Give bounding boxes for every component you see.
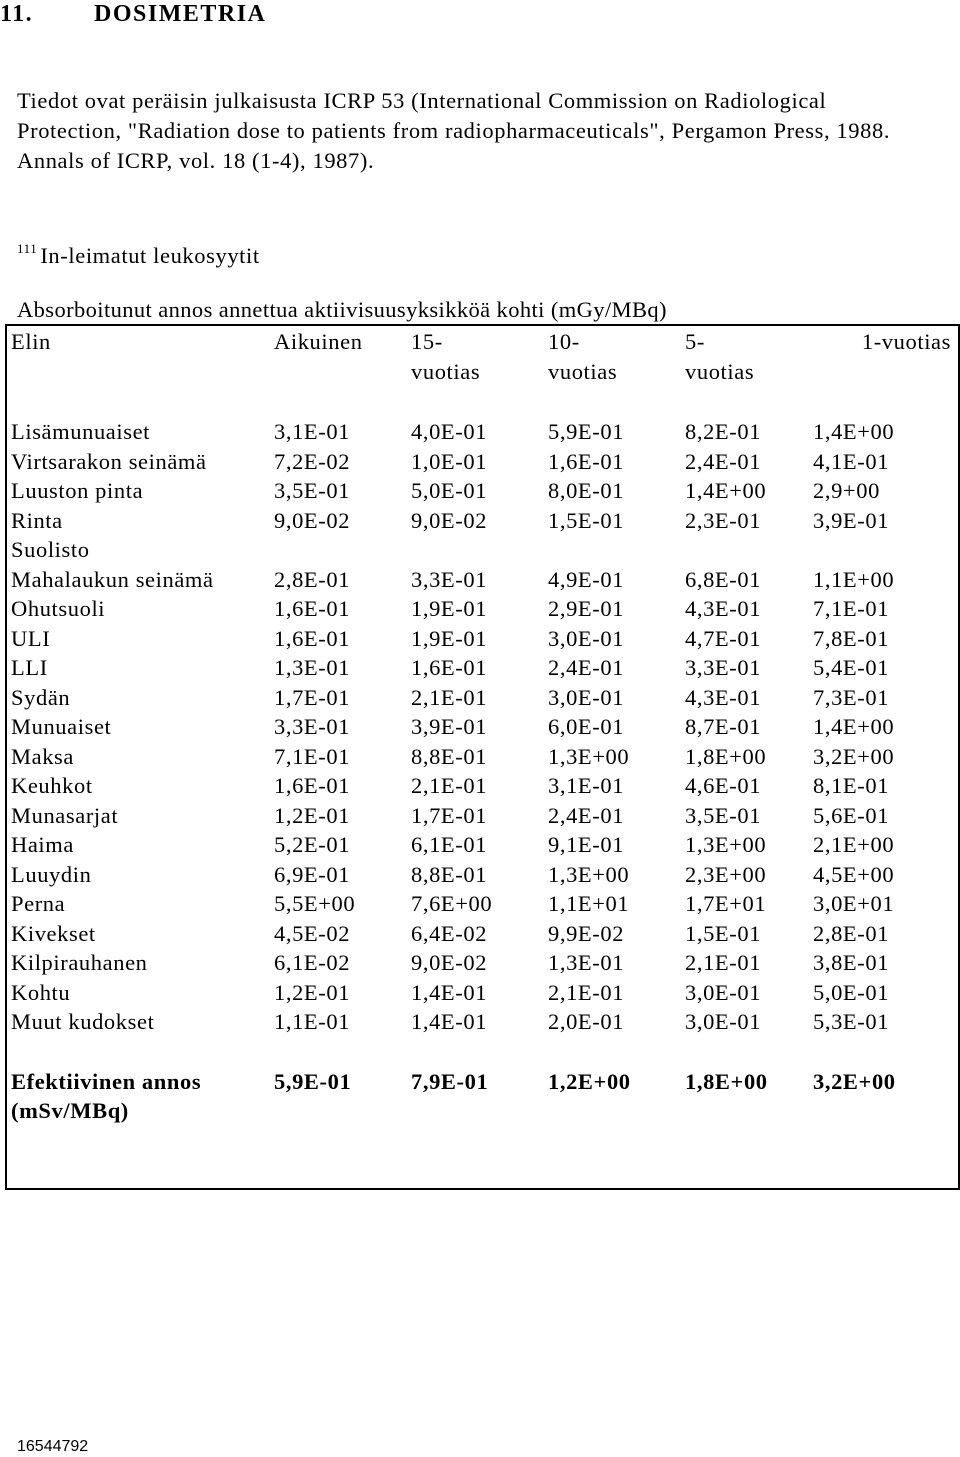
dose-value: 1,6E-01 xyxy=(274,773,351,798)
header-line: vuotias xyxy=(548,358,618,384)
dose-value: 7,2E-02 xyxy=(274,448,351,474)
header-line: Aikuinen xyxy=(274,329,363,354)
organ-name: Muut kudokset xyxy=(11,1009,155,1034)
table-subtitle xyxy=(17,234,260,271)
table-row xyxy=(11,801,951,831)
dose-value: 1,6E-01 xyxy=(548,448,625,474)
isotope-mass-number: 111 xyxy=(17,241,38,256)
dose-value: 1,3E-01 xyxy=(274,655,351,680)
table-header-row xyxy=(11,327,951,417)
dose-value: 1,2E-01 xyxy=(274,802,351,828)
dose-value: 1,4E-01 xyxy=(411,1009,488,1034)
dose-value: 4,3E-01 xyxy=(685,684,762,710)
dose-value: 3,5E-01 xyxy=(274,478,351,503)
dose-value: 1,5E-01 xyxy=(685,920,762,946)
organ-name: Kivekset xyxy=(11,920,96,946)
organ-header xyxy=(11,327,274,417)
spacer-cell xyxy=(11,1037,951,1067)
dose-value: 1,4E+00 xyxy=(813,419,895,444)
table-row xyxy=(11,447,951,477)
organ-name: Keuhkot xyxy=(11,773,93,798)
dose-value: 2,4E-01 xyxy=(548,655,625,680)
dose-value: 6,1E-02 xyxy=(274,950,351,975)
dose-value: 8,7E-01 xyxy=(685,714,762,739)
table-row xyxy=(11,830,951,860)
dose-value: 1,1E+01 xyxy=(548,891,630,916)
effective-dose-value: 3,2E+00 xyxy=(813,1068,896,1094)
dose-value: 5,0E-01 xyxy=(411,478,488,503)
effective-dose-value: 7,9E-01 xyxy=(411,1068,489,1094)
organ-name: Maksa xyxy=(11,743,74,769)
spacer-row xyxy=(11,1037,951,1067)
dose-value: 5,0E-01 xyxy=(813,979,890,1005)
header-line: 5- xyxy=(685,329,705,354)
dose-value: 1,7E-01 xyxy=(274,684,351,710)
dose-value: 3,9E-01 xyxy=(813,507,890,533)
dose-value: 8,8E-01 xyxy=(411,743,488,769)
header-line: 10- xyxy=(548,329,580,354)
dose-value: 2,1E-01 xyxy=(411,684,488,710)
dose-value: 2,3E+00 xyxy=(685,861,767,887)
dose-value: 6,8E-01 xyxy=(685,566,762,592)
dose-value: 4,5E+00 xyxy=(813,861,895,887)
dose-value: 1,2E-01 xyxy=(274,979,351,1005)
dose-value: 7,3E-01 xyxy=(813,684,890,710)
effective-dose-value: 5,9E-01 xyxy=(274,1068,352,1094)
dose-value: 2,4E-01 xyxy=(548,802,625,828)
table-row xyxy=(11,476,951,506)
organ-name: Luuston pinta xyxy=(11,478,144,503)
dose-value: 2,1E+00 xyxy=(813,832,895,857)
dose-value: 1,4E+00 xyxy=(813,714,895,739)
dose-value: 2,9+00 xyxy=(813,478,880,503)
table-row xyxy=(11,771,951,801)
table-row xyxy=(11,535,951,565)
age-5-header xyxy=(685,327,813,417)
table-row xyxy=(11,948,951,978)
dose-value: 1,7E-01 xyxy=(411,802,488,828)
organ-name: LLI xyxy=(11,655,48,680)
table-row xyxy=(11,506,951,536)
dose-value: 2,0E-01 xyxy=(548,1009,625,1034)
dose-value: 8,0E-01 xyxy=(548,478,625,503)
dose-value: 1,6E-01 xyxy=(411,655,488,680)
age-10-header xyxy=(548,327,685,417)
dose-value: 6,0E-01 xyxy=(548,714,625,739)
table-row xyxy=(11,594,951,624)
header-line: vuotias xyxy=(411,358,481,384)
dose-value: 7,6E+00 xyxy=(411,891,493,916)
section-number: 11. xyxy=(0,1,34,27)
organ-name: Kohtu xyxy=(11,979,71,1005)
dose-value: 3,2E+00 xyxy=(813,743,895,769)
effective-dose-label: Efektiivinen annos (mSv/MBq) xyxy=(11,1068,202,1123)
dose-value: 4,3E-01 xyxy=(685,596,762,621)
table-row xyxy=(11,683,951,713)
dose-value: 7,8E-01 xyxy=(813,625,890,651)
dose-value: 4,6E-01 xyxy=(685,773,762,798)
dose-value: 3,9E-01 xyxy=(411,714,488,739)
dose-value: 3,3E-01 xyxy=(411,566,488,592)
dose-value: 1,8E+00 xyxy=(685,743,767,769)
dose-value: 3,3E-01 xyxy=(274,714,351,739)
organ-name: Kilpirauhanen xyxy=(11,950,148,975)
dose-value: 1,9E-01 xyxy=(411,625,488,651)
organ-name: Lisämunuaiset xyxy=(11,419,151,444)
dose-value xyxy=(274,535,411,565)
header-line: 15- xyxy=(411,329,443,354)
dose-value: 2,8E-01 xyxy=(813,920,890,946)
dose-value: 4,1E-01 xyxy=(813,448,890,474)
header-line: 1-vuotias xyxy=(861,329,951,354)
adult-header xyxy=(274,327,411,417)
age-1-header xyxy=(813,327,951,417)
effective-dose-row xyxy=(11,1067,951,1126)
dose-value: 3,3E-01 xyxy=(685,655,762,680)
dose-value: 6,4E-02 xyxy=(411,920,488,946)
dose-value: 9,0E-02 xyxy=(411,507,488,533)
dose-value: 2,3E-01 xyxy=(685,507,762,533)
dose-value: 5,3E-01 xyxy=(813,1009,890,1034)
dose-value: 1,1E+00 xyxy=(813,566,895,592)
dose-value: 3,0E+01 xyxy=(813,891,895,916)
table-row xyxy=(11,653,951,683)
section-title: DOSIMETRIA xyxy=(94,1,267,27)
dose-value: 2,9E-01 xyxy=(548,596,625,621)
organ-name: Mahalaukun seinämä xyxy=(11,566,214,592)
dose-value xyxy=(813,535,951,565)
organ-name: Munuaiset xyxy=(11,714,112,739)
table-row xyxy=(11,1007,951,1037)
dose-value: 5,2E-01 xyxy=(274,832,351,857)
effective-dose-value: 1,8E+00 xyxy=(685,1068,768,1094)
header-line: vuotias xyxy=(685,358,755,384)
table-row xyxy=(11,565,951,595)
organ-name: Suolisto xyxy=(11,537,90,562)
dose-value: 7,1E-01 xyxy=(813,596,890,621)
header-line: Elin xyxy=(11,329,51,354)
dose-value: 9,0E-02 xyxy=(274,507,351,533)
table-row xyxy=(11,978,951,1008)
dose-value: 1,4E-01 xyxy=(411,979,488,1005)
dose-value: 1,3E+00 xyxy=(548,861,630,887)
dose-value: 2,1E-01 xyxy=(548,979,625,1005)
dose-value: 5,4E-01 xyxy=(813,655,890,680)
table-row xyxy=(11,919,951,949)
organ-name: Virtsarakon seinämä xyxy=(11,448,207,474)
organ-name: Sydän xyxy=(11,684,71,710)
dose-value: 8,2E-01 xyxy=(685,419,762,444)
organ-name: Luuydin xyxy=(11,861,92,887)
organ-name: Haima xyxy=(11,832,74,857)
dose-value: 6,9E-01 xyxy=(274,861,351,887)
table-caption: Absorboitunut annos annettua aktiivisuusyksikköä kohti (mGy/MBq) xyxy=(17,297,667,322)
dose-value: 2,1E-01 xyxy=(685,950,762,975)
dose-value: 5,6E-01 xyxy=(813,802,890,828)
dose-value: 1,3E-01 xyxy=(548,950,625,975)
dose-value: 2,4E-01 xyxy=(685,448,762,474)
dose-value: 3,1E-01 xyxy=(548,773,625,798)
organ-name: Rinta xyxy=(11,507,63,533)
dose-value: 9,9E-02 xyxy=(548,920,625,946)
dose-value: 9,0E-02 xyxy=(411,950,488,975)
dose-value: 8,8E-01 xyxy=(411,861,488,887)
organ-name: Ohutsuoli xyxy=(11,596,106,621)
dose-value: 1,7E+01 xyxy=(685,891,767,916)
dose-value: 4,0E-01 xyxy=(411,419,488,444)
table-row xyxy=(11,860,951,890)
dose-value: 3,0E-01 xyxy=(548,684,625,710)
dose-value: 5,9E-01 xyxy=(548,419,625,444)
dose-value: 7,1E-01 xyxy=(274,743,351,769)
age-15-header xyxy=(411,327,548,417)
table-row xyxy=(11,889,951,919)
organ-name: ULI xyxy=(11,625,51,651)
dose-value xyxy=(685,535,813,565)
intro-paragraph: Tiedot ovat peräisin julkaisusta ICRP 53 (International Commission on Radiological Protection, "Radiation dose to patients from radiopharmaceuticals", Pergamon Press, 1988. Annals of ICRP, vol. 18 (1-4), 1987). xyxy=(17,88,891,173)
subtitle-text: In-leimatut leukosyytit xyxy=(40,243,260,268)
section-heading xyxy=(0,0,960,28)
dose-value: 1,0E-01 xyxy=(411,448,488,474)
table-row xyxy=(11,624,951,654)
dose-value: 3,1E-01 xyxy=(274,419,351,444)
dose-value: 1,6E-01 xyxy=(274,596,351,621)
dose-value: 9,1E-01 xyxy=(548,832,625,857)
dose-value: 4,9E-01 xyxy=(548,566,625,592)
effective-dose-value: 1,2E+00 xyxy=(548,1068,631,1094)
dose-value: 1,3E+00 xyxy=(685,832,767,857)
dose-value xyxy=(411,535,548,565)
dose-value: 4,5E-02 xyxy=(274,920,351,946)
dose-value: 3,5E-01 xyxy=(685,802,762,828)
dose-value: 1,3E+00 xyxy=(548,743,630,769)
dose-value: 1,9E-01 xyxy=(411,596,488,621)
dose-value: 2,1E-01 xyxy=(411,773,488,798)
dose-value: 3,8E-01 xyxy=(813,950,890,975)
dose-value: 1,4E+00 xyxy=(685,478,767,503)
dose-value: 8,1E-01 xyxy=(813,773,890,798)
dose-value: 3,0E-01 xyxy=(685,979,762,1005)
dose-value: 3,0E-01 xyxy=(685,1009,762,1034)
organ-name: Perna xyxy=(11,891,66,916)
dose-value: 1,1E-01 xyxy=(274,1009,351,1034)
dose-value xyxy=(548,535,685,565)
table-row xyxy=(11,742,951,772)
dose-value: 3,0E-01 xyxy=(548,625,625,651)
organ-name: Munasarjat xyxy=(11,802,119,828)
dose-value: 5,5E+00 xyxy=(274,891,356,916)
dose-table xyxy=(11,327,951,1126)
document-id: 16544792 xyxy=(17,1438,89,1455)
table-body xyxy=(11,417,951,1126)
dose-value: 4,7E-01 xyxy=(685,625,762,651)
table-row xyxy=(11,712,951,742)
table-row xyxy=(11,417,951,447)
dose-value: 2,8E-01 xyxy=(274,566,351,592)
dose-value: 1,5E-01 xyxy=(548,507,625,533)
dose-value: 1,6E-01 xyxy=(274,625,351,651)
dose-value: 6,1E-01 xyxy=(411,832,488,857)
